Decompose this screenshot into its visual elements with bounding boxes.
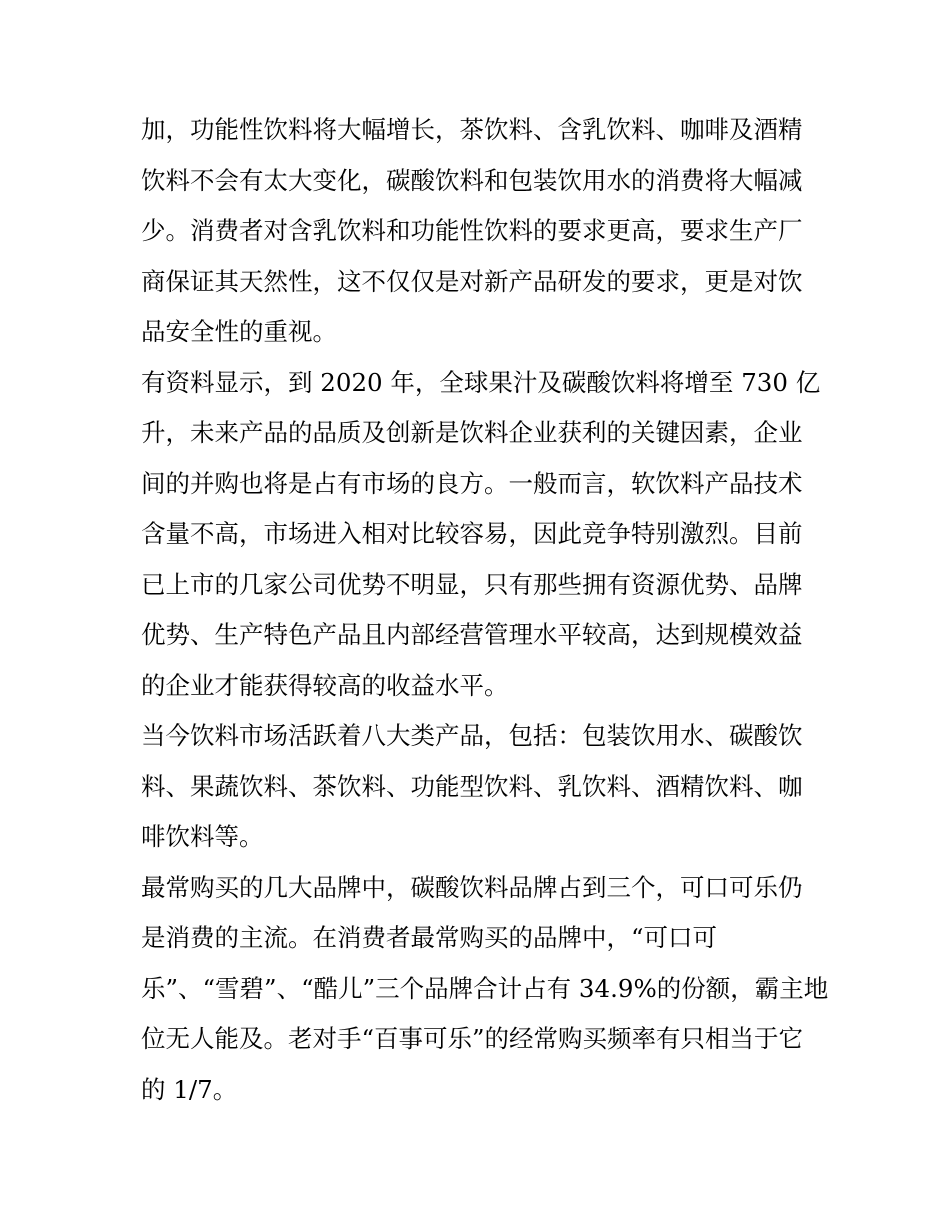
text-line: 是消费的主流。在消费者最常购买的品牌中，“可口可: [141, 923, 718, 952]
text-line: 已上市的几家公司优势不明显，只有那些拥有资源优势、品牌: [141, 569, 803, 599]
text-line: 有资料显示，到 2020 年，全球果汁及碳酸饮料将增至 730 亿: [141, 367, 821, 397]
text-line: 商保证其天然性，这不仅仅是对新产品研发的要求，更是对饮: [141, 266, 803, 296]
text-line: 位无人能及。老对手“百事可乐”的经常购买频率有只相当于它: [141, 1024, 804, 1053]
text-line: 最常购买的几大品牌中，碳酸饮料品牌占到三个，可口可乐仍: [141, 872, 803, 902]
text-line: 品安全性的重视。: [141, 317, 337, 346]
text-line: 饮料不会有太大变化，碳酸饮料和包装饮用水的消费将大幅减: [141, 165, 803, 195]
text-line: 的企业才能获得较高的收益水平。: [141, 670, 509, 700]
text-line: 优势、生产特色产品且内部经营管理水平较高，达到规模效益: [141, 620, 803, 649]
text-line: 当今饮料市场活跃着八大类产品，包括：包装饮用水、碳酸饮: [141, 721, 803, 750]
text-line: 乐”、“雪碧”、“酷儿”三个品牌合计占有 34.9%的份额，霸主地: [141, 973, 829, 1003]
text-line: 啡饮料等。: [141, 822, 264, 851]
body-text: [141, 105, 829, 1115]
text-line: 间的并购也将是占有市场的良方。一般而言，软饮料产品技术: [141, 468, 803, 498]
text-line: 加，功能性饮料将大幅增长，茶饮料、含乳饮料、咖啡及酒精: [141, 115, 803, 144]
text-line: 少。消费者对含乳饮料和功能性饮料的要求更高，要求生产厂: [141, 216, 803, 245]
text-line: 升，未来产品的品质及创新是饮料企业获利的关键因素，企业: [141, 418, 803, 447]
text-line: 的 1/7。: [141, 1074, 238, 1104]
text-line: 料、果蔬饮料、茶饮料、功能型饮料、乳饮料、酒精饮料、咖: [141, 771, 803, 801]
text-line: 含量不高，市场进入相对比较容易，因此竞争特别激烈。目前: [141, 519, 803, 548]
